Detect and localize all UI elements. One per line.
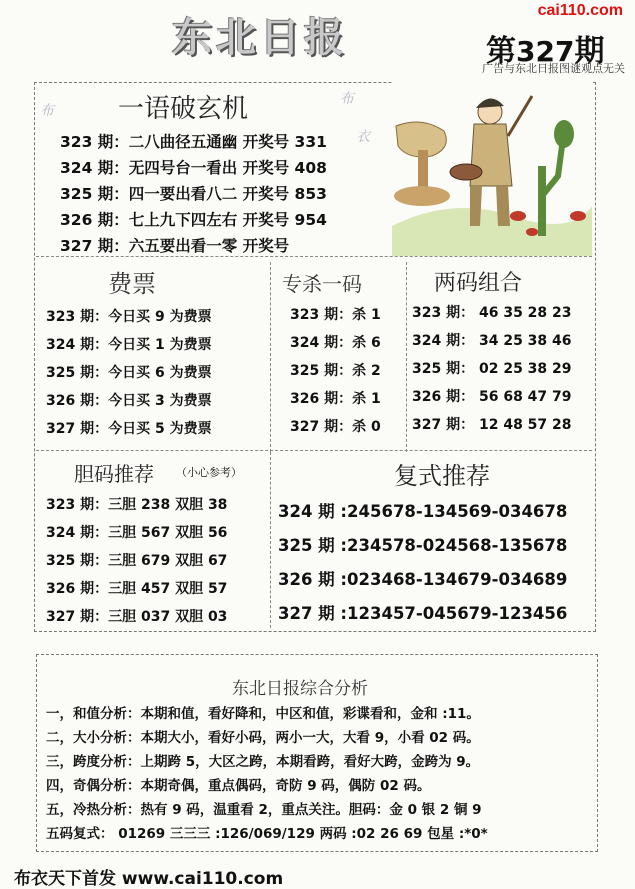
pairs-row: 326 期： 56 68 47 79: [412, 389, 572, 405]
watermark-mark: 衣: [356, 129, 370, 145]
site-url[interactable]: cai110.com: [537, 2, 623, 19]
issue-value: 327: [516, 35, 575, 68]
dan-note: （小心参考）: [176, 466, 242, 479]
fee-row: 324 期：今日买 1 为费票: [46, 337, 212, 353]
fushi-row: 325 期 :234578-024568-135678: [278, 536, 568, 555]
divider: [270, 262, 271, 452]
dan-row: 326 期：三胆 457 双胆 57: [46, 581, 228, 597]
analysis-row: 二，大小分析：本期大小，看好小码，两小一大，大看 9，小看 02 码。: [46, 730, 480, 746]
dan-row: 323 期：三胆 238 双胆 38: [46, 497, 228, 513]
pairs-row: 324 期： 34 25 38 46: [412, 333, 572, 349]
kill-row: 327 期：杀 0: [290, 419, 381, 435]
fee-row: 327 期：今日买 5 为费票: [46, 421, 212, 437]
riddle-title: 一语破玄机: [118, 94, 249, 124]
fee-row: 323 期：今日买 9 为费票: [46, 309, 212, 325]
riddle-row: 327 期：六五要出看一零 开奖号: [60, 237, 290, 255]
kill-row: 323 期：杀 1: [290, 307, 381, 323]
analysis-row: 五，冷热分析：热有 9 码，温重看 2，重点关注。胆码：金 0 银 2 铜 9: [46, 802, 482, 818]
dan-row: 327 期：三胆 037 双胆 03: [46, 609, 228, 625]
fushi-title: 复式推荐: [394, 462, 490, 490]
fushi-row: 324 期 :245678-134569-034678: [278, 502, 568, 521]
pairs-row: 327 期： 12 48 57 28: [412, 417, 572, 433]
riddle-row: 324 期：无四号台一看出 开奖号 408: [60, 159, 327, 177]
dan-row: 325 期：三胆 679 双胆 67: [46, 553, 228, 569]
analysis-row: 五码复式： 01269 三三三 :126/069/129 两码 :02 26 69 包星 :*0*: [46, 826, 488, 842]
riddle-row: 325 期：四一要出看八二 开奖号 853: [60, 185, 327, 203]
pairs-title: 两码组合: [434, 271, 523, 296]
issue-prefix: 第: [486, 34, 516, 69]
analysis-row: 三，跨度分析：上期跨 5，大区之跨，本期看跨，看好大跨，金跨为 9。: [46, 754, 480, 770]
fushi-row: 327 期 :123457-045679-123456: [278, 604, 568, 623]
analysis-title: 东北日报综合分析: [232, 679, 368, 699]
kill-title: 专杀一码: [282, 272, 362, 296]
footer-text: 布衣天下首发 www.cai110.com: [14, 869, 284, 889]
kill-row: 324 期：杀 6: [290, 335, 381, 351]
fee-row: 325 期：今日买 6 为费票: [46, 365, 212, 381]
pairs-row: 323 期： 46 35 28 23: [412, 305, 572, 321]
masthead-title: 东北日报: [172, 14, 348, 61]
kill-row: 325 期：杀 2: [290, 363, 381, 379]
dan-row: 324 期：三胆 567 双胆 56: [46, 525, 228, 541]
pairs-row: 325 期： 02 25 38 29: [412, 361, 572, 377]
kill-row: 326 期：杀 1: [290, 391, 381, 407]
analysis-row: 四，奇偶分析：本期奇偶，重点偶码，奇防 9 码，偶防 02 码。: [46, 778, 431, 794]
watermark-mark: 布: [40, 103, 54, 119]
watermark-mark: 布: [340, 91, 354, 107]
dan-title: 胆码推荐: [74, 462, 154, 486]
fee-title: 费票: [108, 270, 156, 298]
riddle-row: 323 期：二八曲径五通幽 开奖号 331: [60, 133, 327, 151]
issue-suffix: 期: [574, 34, 605, 69]
fushi-row: 326 期 :023468-134679-034689: [278, 570, 568, 589]
farmer-illustration: [392, 76, 592, 256]
divider: [406, 262, 407, 452]
riddle-row: 326 期：七上九下四左右 开奖号 954: [60, 211, 327, 229]
divider: [270, 452, 271, 628]
disclaimer: 广告与东北日报图谜观点无关: [482, 62, 625, 75]
divider: [36, 256, 592, 257]
fee-row: 326 期：今日买 3 为费票: [46, 393, 212, 409]
analysis-row: 一，和值分析：本期和值，看好降和，中区和值，彩谍看和，金和 :11。: [46, 706, 480, 722]
divider: [36, 450, 592, 451]
